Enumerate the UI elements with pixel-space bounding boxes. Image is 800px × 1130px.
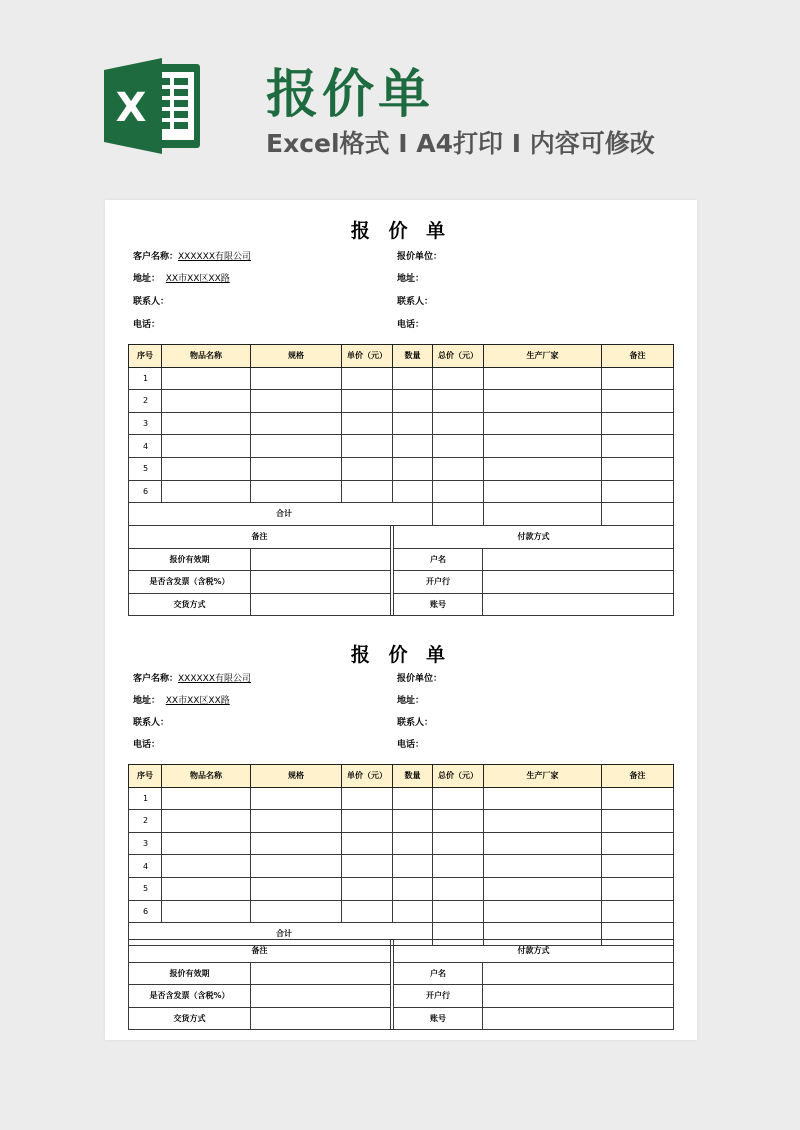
table-cell[interactable] (162, 480, 251, 503)
contact-label: 联系人： (133, 297, 170, 307)
row-number: 4 (129, 855, 162, 878)
form-title: 报 价 单 (350, 644, 452, 666)
table-cell[interactable] (602, 435, 674, 458)
table-cell[interactable] (393, 900, 433, 923)
table-cell[interactable] (162, 435, 251, 458)
table-cell[interactable] (162, 412, 251, 435)
table-row (129, 855, 674, 878)
table-cell[interactable] (484, 412, 602, 435)
table-cell[interactable] (433, 877, 484, 900)
table-cell[interactable] (433, 412, 484, 435)
account-no-label: 账号 (394, 1007, 483, 1030)
table-cell[interactable] (484, 877, 602, 900)
table-cell[interactable] (602, 412, 674, 435)
row-number: 2 (129, 810, 162, 833)
table-row (129, 390, 674, 413)
table-cell[interactable] (342, 832, 393, 855)
table-cell[interactable] (602, 503, 674, 526)
table-row (129, 832, 674, 855)
invoice-value[interactable] (251, 985, 391, 1008)
table-row (129, 412, 674, 435)
table-cell[interactable] (393, 810, 433, 833)
table-cell[interactable] (162, 855, 251, 878)
phone2-label: 电话： (397, 740, 425, 750)
total-label: 合计 (129, 923, 433, 946)
table-cell[interactable] (484, 832, 602, 855)
col-header: 数量 (393, 765, 433, 788)
table-cell[interactable] (162, 810, 251, 833)
col-header: 物品名称 (162, 345, 251, 368)
table-cell[interactable] (393, 412, 433, 435)
table-cell[interactable] (393, 480, 433, 503)
customer-name-field (133, 671, 251, 684)
col-header: 序号 (129, 765, 162, 788)
table-cell[interactable] (484, 457, 602, 480)
account-name-value[interactable] (483, 548, 674, 571)
table-cell[interactable] (251, 457, 342, 480)
address-value[interactable]: XX市XX区XX路 (165, 274, 230, 284)
quote-unit-label: 报价单位： (397, 252, 443, 262)
col-header: 单价（元） (342, 345, 393, 368)
customer-name-value[interactable]: XXXXXX有限公司 (178, 252, 252, 262)
terms-row (129, 593, 674, 616)
table-row (129, 367, 674, 390)
table-cell[interactable] (602, 900, 674, 923)
table-cell[interactable] (393, 855, 433, 878)
row-number: 3 (129, 832, 162, 855)
quote-unit-label: 报价单位： (397, 674, 443, 684)
validity-label: 报价有效期 (129, 548, 251, 571)
table-cell[interactable] (251, 832, 342, 855)
table-cell[interactable] (162, 877, 251, 900)
address2-label: 地址： (397, 274, 425, 284)
page-subtitle: Excel格式 I A4打印 I 内容可修改 (266, 129, 655, 158)
total-label: 合计 (129, 503, 433, 526)
table-cell[interactable] (602, 877, 674, 900)
address-field (133, 693, 230, 706)
table-cell[interactable] (602, 480, 674, 503)
table-cell[interactable] (251, 367, 342, 390)
address-field (133, 271, 230, 284)
table-cell[interactable] (251, 787, 342, 810)
col-header: 规格 (251, 765, 342, 788)
excel-logo-icon (104, 58, 204, 154)
bank-value[interactable] (483, 571, 674, 594)
col-header: 单价（元） (342, 765, 393, 788)
row-number: 6 (129, 900, 162, 923)
table-row (129, 810, 674, 833)
remark-header: 备注 (129, 940, 391, 963)
row-number: 1 (129, 787, 162, 810)
row-number: 5 (129, 457, 162, 480)
invoice-label: 是否含发票（含税%） (129, 985, 251, 1008)
table-cell[interactable] (433, 457, 484, 480)
table-cell[interactable] (342, 435, 393, 458)
col-header: 序号 (129, 345, 162, 368)
table-cell[interactable] (162, 832, 251, 855)
col-header: 备注 (602, 765, 674, 788)
table-cell[interactable] (433, 900, 484, 923)
col-header: 总价（元） (433, 765, 484, 788)
account-no-value[interactable] (483, 593, 674, 616)
table-cell[interactable] (393, 832, 433, 855)
contact-label: 联系人： (133, 718, 170, 728)
terms-row (129, 548, 674, 571)
table-cell[interactable] (484, 390, 602, 413)
customer-name-field (133, 249, 251, 262)
table-header-row (129, 345, 674, 368)
payment-header: 付款方式 (394, 526, 674, 549)
table-cell[interactable] (484, 900, 602, 923)
document-page (105, 200, 697, 1040)
table-cell[interactable] (602, 787, 674, 810)
table-cell[interactable] (433, 435, 484, 458)
phone2-label: 电话： (397, 320, 425, 330)
table-cell[interactable] (433, 480, 484, 503)
total-row (129, 503, 674, 526)
account-name-label: 户名 (394, 548, 483, 571)
bank-label: 开户行 (394, 985, 483, 1008)
account-name-value[interactable] (483, 962, 674, 985)
table-row (129, 900, 674, 923)
row-number: 1 (129, 367, 162, 390)
address2-label: 地址： (397, 696, 425, 706)
table-row (129, 480, 674, 503)
customer-name-value[interactable]: XXXXXX有限公司 (178, 674, 252, 684)
table-cell[interactable] (484, 787, 602, 810)
table-cell[interactable] (342, 877, 393, 900)
payment-header: 付款方式 (394, 940, 674, 963)
table-cell[interactable] (251, 900, 342, 923)
table-cell[interactable] (433, 390, 484, 413)
table-cell[interactable] (342, 900, 393, 923)
table-cell[interactable] (342, 412, 393, 435)
table-row (129, 435, 674, 458)
phone-label: 电话： (133, 320, 161, 330)
col-header: 规格 (251, 345, 342, 368)
excel-logo-letter: X (115, 85, 147, 131)
row-number: 4 (129, 435, 162, 458)
table-cell[interactable] (393, 367, 433, 390)
table-cell[interactable] (342, 480, 393, 503)
terms-row (129, 571, 674, 594)
invoice-label: 是否含发票（含税%） (129, 571, 251, 594)
table-cell[interactable] (162, 900, 251, 923)
table-cell[interactable] (602, 855, 674, 878)
table-cell[interactable] (251, 480, 342, 503)
col-header: 数量 (393, 345, 433, 368)
table-cell[interactable] (251, 855, 342, 878)
total-value-cell[interactable] (433, 503, 484, 526)
table-cell[interactable] (342, 810, 393, 833)
terms-table (128, 525, 674, 616)
table-cell[interactable] (251, 435, 342, 458)
address-label: 地址： (133, 274, 161, 284)
page-title: 报价单 (266, 65, 435, 125)
table-cell[interactable] (484, 503, 602, 526)
contact2-label: 联系人： (397, 297, 434, 307)
table-cell[interactable] (342, 855, 393, 878)
table-cell[interactable] (342, 457, 393, 480)
row-number: 3 (129, 412, 162, 435)
table-cell[interactable] (602, 367, 674, 390)
items-table (128, 764, 674, 946)
items-table (128, 344, 674, 526)
address-value[interactable]: XX市XX区XX路 (165, 696, 230, 706)
table-cell[interactable] (484, 480, 602, 503)
table-cell[interactable] (251, 810, 342, 833)
table-cell[interactable] (393, 435, 433, 458)
table-cell[interactable] (484, 810, 602, 833)
row-number: 2 (129, 390, 162, 413)
contact2-label: 联系人： (397, 718, 434, 728)
table-cell[interactable] (602, 457, 674, 480)
table-cell[interactable] (393, 787, 433, 810)
terms-row (129, 1007, 674, 1030)
delivery-value[interactable] (251, 593, 391, 616)
account-no-value[interactable] (483, 1007, 674, 1030)
bank-label: 开户行 (394, 571, 483, 594)
address-label: 地址： (133, 696, 161, 706)
delivery-label: 交货方式 (129, 593, 251, 616)
table-cell[interactable] (393, 390, 433, 413)
row-number: 6 (129, 480, 162, 503)
remark-header: 备注 (129, 526, 391, 549)
delivery-value[interactable] (251, 1007, 391, 1030)
table-cell[interactable] (393, 877, 433, 900)
table-cell[interactable] (433, 832, 484, 855)
invoice-value[interactable] (251, 571, 391, 594)
table-cell[interactable] (602, 810, 674, 833)
table-cell[interactable] (162, 367, 251, 390)
table-header-row (129, 765, 674, 788)
validity-value[interactable] (251, 962, 391, 985)
table-cell[interactable] (342, 787, 393, 810)
table-cell[interactable] (484, 367, 602, 390)
customer-name-label: 客户名称： (133, 674, 179, 684)
col-header: 生产厂家 (484, 345, 602, 368)
table-cell[interactable] (251, 877, 342, 900)
table-cell[interactable] (484, 435, 602, 458)
col-header: 物品名称 (162, 765, 251, 788)
table-cell[interactable] (484, 855, 602, 878)
form-title: 报 价 单 (350, 220, 452, 242)
terms-header-row (129, 940, 674, 963)
terms-header-row (129, 526, 674, 549)
row-number: 5 (129, 877, 162, 900)
validity-label: 报价有效期 (129, 962, 251, 985)
table-cell[interactable] (602, 832, 674, 855)
table-cell[interactable] (433, 810, 484, 833)
col-header: 生产厂家 (484, 765, 602, 788)
table-cell[interactable] (433, 787, 484, 810)
table-cell[interactable] (433, 855, 484, 878)
table-cell[interactable] (602, 390, 674, 413)
table-row (129, 877, 674, 900)
table-cell[interactable] (251, 412, 342, 435)
table-row (129, 787, 674, 810)
col-header: 备注 (602, 345, 674, 368)
table-cell[interactable] (393, 457, 433, 480)
table-cell[interactable] (162, 390, 251, 413)
table-cell[interactable] (251, 390, 342, 413)
table-cell[interactable] (162, 457, 251, 480)
table-row (129, 457, 674, 480)
table-cell[interactable] (162, 787, 251, 810)
col-header: 总价（元） (433, 345, 484, 368)
validity-value[interactable] (251, 548, 391, 571)
table-cell[interactable] (342, 367, 393, 390)
delivery-label: 交货方式 (129, 1007, 251, 1030)
bank-value[interactable] (483, 985, 674, 1008)
terms-row (129, 985, 674, 1008)
account-no-label: 账号 (394, 593, 483, 616)
terms-table (128, 939, 674, 1030)
table-cell[interactable] (433, 367, 484, 390)
customer-name-label: 客户名称： (133, 252, 179, 262)
phone-label: 电话： (133, 740, 161, 750)
terms-row (129, 962, 674, 985)
table-cell[interactable] (342, 390, 393, 413)
account-name-label: 户名 (394, 962, 483, 985)
